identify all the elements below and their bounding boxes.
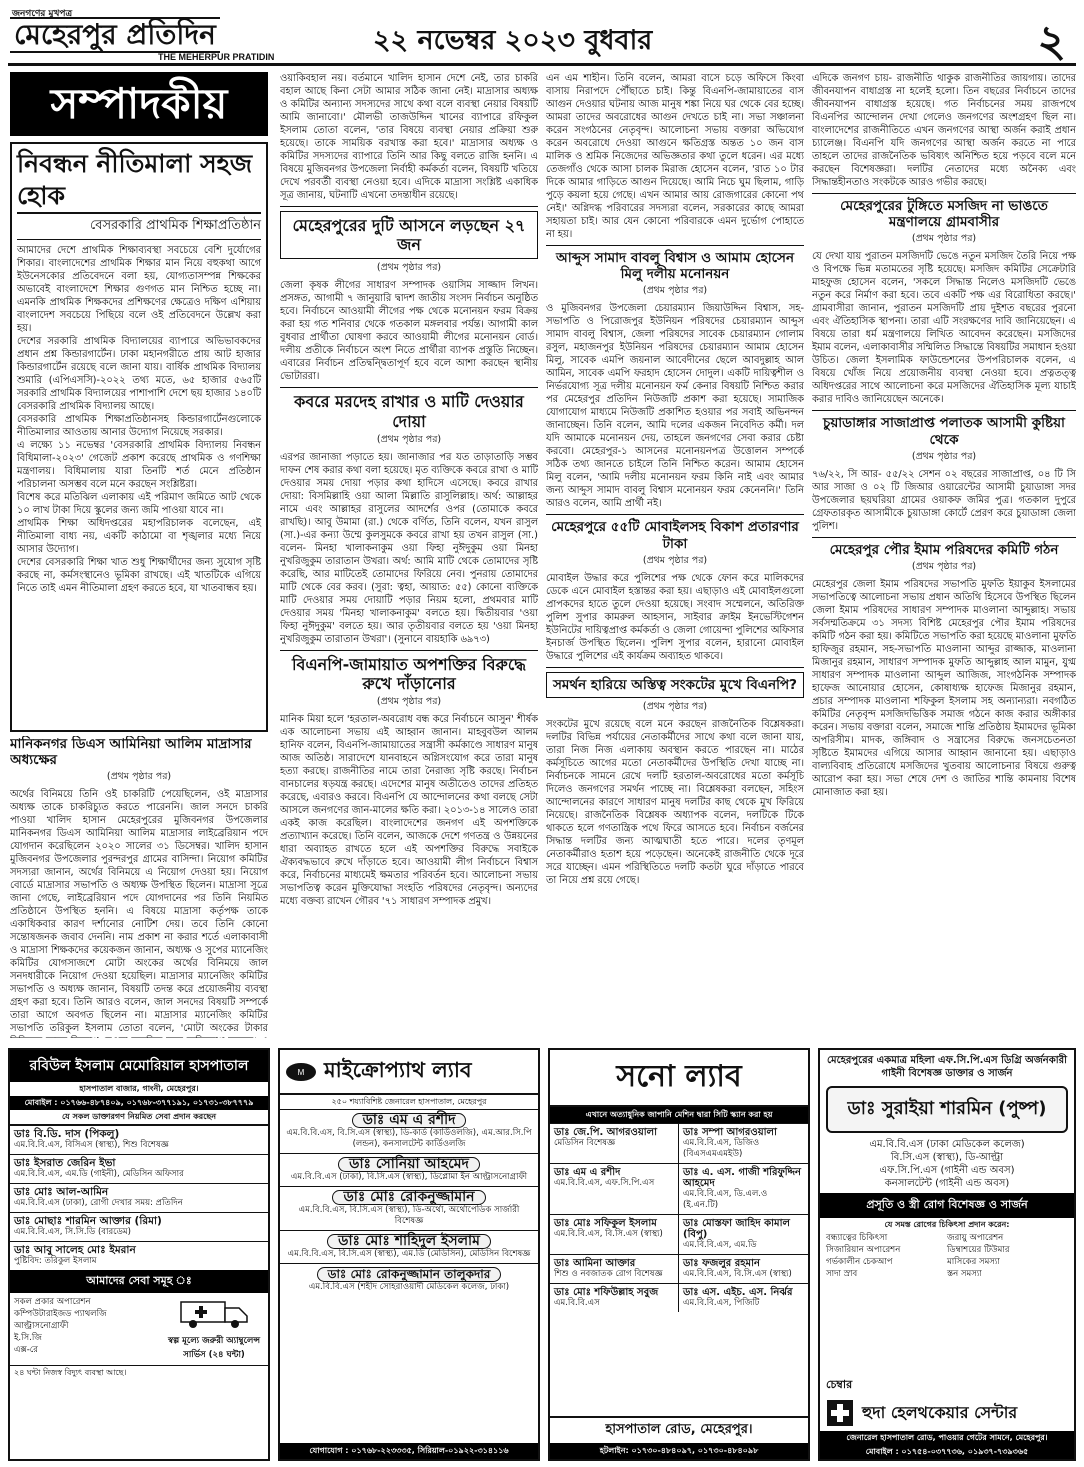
doctor-entry <box>280 1263 538 1296</box>
suraiya-qualifications <box>820 1135 1074 1193</box>
hospital-address: হাসপাতাল বাজার, গাংনী, মেহেরপুর। <box>79 1084 199 1093</box>
healthcare-logo-icon <box>826 1399 854 1427</box>
service-item: গর্ভকালীন চেকআপ <box>826 1257 893 1267</box>
doctor-detail: এম.বি.বি.এস, এম.ডি <box>683 1240 757 1250</box>
doctor-detail: এম.বি.বি.এস, বি.সি.এস (স্বাস্থ্য) <box>554 1229 663 1239</box>
doctor-entry <box>550 1283 679 1312</box>
qualification-line: এফ.সি.পি.এস (গাইনী এন্ড অবস) <box>879 1165 1015 1176</box>
hospital-tagline: যে সকল ডাক্তারগণ নিয়মিত সেবা প্রদান করছেন <box>10 1110 268 1125</box>
doctor-name: ডাঃ আবু সালেহ মোঃ ইমরান <box>14 1244 136 1256</box>
editorial-paragraph: বেসরকারি প্রাথমিক শিক্ষাপ্রতিষ্ঠানসহ কিন্ডারগার্টেনগুলোকে নীতিমালার আওতায় আনার উদ্যোগ নিয়েছে সরকার। <box>17 414 261 438</box>
doctor-entry <box>679 1163 808 1214</box>
editorial-paragraph: বিশেষ করে মতিঝিল এলাকায় এই পরিমাণ জমিতে আট থেকে ১০ লাখ টাকা দিয়ে স্কুলের জন্য জমি পাওয়া যাবে না। <box>17 492 261 516</box>
doctor-detail: এম.বি.বি.এস, পিজিটি <box>683 1298 760 1308</box>
doctor-detail: এম.বি.বি.এস, বি.সি.এস (স্বাস্থ্য), ডি-কার্ড (কার্ডিওলজি), এম.আর.সি.পি (লন্ডন), কনসালটেন্ট কার্ডিওলজি <box>286 1128 532 1149</box>
story-text: অর্থের বিনিময়ে তিনি ওই চাকরিটি পেয়েছিলেন, ওই মাদ্রাসার অধ্যক্ষ তাকে চাকরিচ্যুত করতে পারেননি। জাল সনদে চাকরি পাওয়া খালিদ হাসান মেহেরপুরের মুজিবনগর উপজেলার মানিকনগর ডিএস আমিনিয়া আলিম মাদ্রাসার লাইব্রেরিয়ান পদে যোগদান করেছিলেন ২০২০ সালের ৩১ ডিসেম্বর। খালিদ হাসান মুজিবনগর উপজেলার পুরন্দরপুর গ্রামের বাসিন্দা। নিয়োগ কমিটির সদস্যরা জানান, অর্থের বিনিময়ে এ নিয়োগ দেওয়া হয়। নিয়োগ বোর্ডে মাদ্রাসার সভাপতি ও অধ্যক্ষ উপস্থিত ছিলেন। মাদ্রাসা সূত্রে জানা গেছে, লাইব্রেরিয়ান পদে যোগদানের পর তিনি নিয়মিত প্রতিষ্ঠানে উপস্থিত হননি। এ বিষয়ে মাদ্রাসা কর্তৃপক্ষ তাকে একাধিকবার কারণ দর্শানোর নোটিশ দেয়। তবে তিনি কোনো সন্তোষজনক জবাব দেননি। নাম প্রকাশ না করার শর্তে এলাকাবাসী ও মাদ্রাসা শিক্ষকদের কয়েকজন জানান, অধ্যক্ষ ও সুপের ম্যানেজিং কমিটির যোগসাজশে মোটা অংকের অর্থের বিনিময়ে জাল সনদধারীকে নিয়োগ দেওয়া হয়েছিল। মাদ্রাসার ম্যানেজিং কমিটির সভাপতি ও অধ্যক্ষ জানান, বিষয়টি তদন্ত করে প্রয়োজনীয় ব্যবস্থা গ্রহণ করা হবে। তিনি আরও বলেন, জাল সনদের বিষয়টি সম্পর্কে তারা আগে অবগত ছিলেন না। মাদ্রাসার ম্যানেজিং কমিটির সভাপতি তরিকুল ইসলাম তোতা বলেন, 'মোটা অংকের টাকার <box>10 789 268 1035</box>
page-number: ২ <box>1037 16 1066 67</box>
service-item: কম্পিউটারাইজড প্যাথলজি <box>14 1309 107 1319</box>
doctor-entry <box>10 1212 268 1241</box>
doctor-detail: এম.বি.বি.এস (শহীদ সোহরাওয়ার্দী মেডিকেল কলেজ, ঢাকা) <box>308 1282 510 1292</box>
chamber-phone: মোবাইল : ০১৭৫৪-০৩৭৭৩৬, ০১৯৩৭-৭৩৯৩৬৫ <box>820 1445 1074 1459</box>
service-item: জরায়ু অপারেশন <box>947 1233 1004 1243</box>
services-list <box>14 1296 160 1362</box>
headline: বিএনপি-জামায়াত অপশক্তির বিরুদ্ধে রুখে দাঁড়ানোর <box>291 654 526 693</box>
masthead <box>8 6 1076 66</box>
doctor-entry <box>679 1123 808 1163</box>
chamber-block <box>820 1374 1074 1459</box>
story-bablu <box>546 245 804 510</box>
editorial-paragraph: প্রাথমিক শিক্ষা অধিদপ্তরের মহাপরিচালক বলেছেন, এই নীতিমালা বাধ্য নয়, একটি কাঠামো বা শৃঙ্খলার মধ্যে নিয়ে আসার উদ্যোগ। <box>17 518 261 555</box>
story-text: ও মুজিবনগর উপজেলা চেয়ারম্যান জিয়াউদ্দিন বিশ্বাস, সহ-সভাপতি ও পিরোজপুর ইউনিয়ন পরিষদের চেয়ারম্যান আব্দুস সামাদ বাবলু বিশ্বাস, জেলা পরিষদের সাবেক চেয়ারম্যান গোলাম রসুল, মহাজনপুর ইউনিয়ন পরিষদের চেয়ারম্যান আমাম হোসেন মিলু, সাবেক এমপি জয়নাল আবেদীনের ছেলে আবদুল্লাহ আল আমিন, সাবেক এমপি ফরহাদ হোসেন দোদুল। একটি দায়িত্বশীল ও নির্ভরযোগ্য সূত্র দলীয় মনোনয়ন ফর্ম কেনার বিষয়টি নিশ্চিত করার পর মেহেরপুর প্রতিদিন নিউজটি প্রকাশ করা হয়েছে। সামাজিক যোগাযোগ মাধ্যমে নিউজটি প্রকাশিত হওয়ার পর সবাই অভিনন্দন জানাচ্ছেন। তিনি বলেন, আমি দলের একজন নিবেদিত কর্মী। দল যদি আমাকে মনোনয়ন দেয়, তাহলে জনগণের সেবা করার চেষ্টা করবো। মেহেরপুর-১ আসনের মনোনয়নপত্র উত্তোলন সম্পর্কে সঠিক তথ্য জানতে চাইলে তিনি নিশ্চিত করেন। আমাম হোসেন মিলু বলেন, 'আমি দলীয় মনোনয়ন ফরম কিনি নাই এবং আমার জন্য আব্দুস সামাদ বাবলু বিশ্বাস মনোনয়ন ফরম কেনেননি।' তিনি আরও বলেন, আমি প্রার্থী নই। <box>546 303 804 510</box>
doctor-name: ডাঃ মোঃ সফিকুল ইসলাম <box>554 1218 657 1229</box>
story-text: এন এম শাহীন। তিনি বলেন, আমরা বাসে চড়ে অফিসে কিংবা বাসায় নিরাপদে পৌঁছাতে চাই। কিন্তু বিএনপি-জামায়াতের বাস আগুন দেওয়ার ঘটনায় আজ মানুষ শঙ্কা নিয়ে ঘর থেকে বের হচ্ছে। আমরা তাদের অবরোধের আগুন দেখতে চাই না। সভা সঞ্চালনা করেন সংগঠনের নেতৃবৃন্দ। আলোচনা সভায় বক্তারা অভিযোগ করেন অবরোধে দেওয়া আগুনে ক্ষতিগ্রস্ত অন্তত ১০ জন বাস মালিক ও শ্রমিক নিজেদের অভিজ্ঞতার কথা তুলে ধরেন। এর মধ্যে তেজগাঁও থেকে আসা চালক মিরাজ হোসেন বলেন, 'রাত ১০ টার দিকে আমার গাড়িতে আগুন দিয়েছে। আমি নিচে ঘুম ছিলাম, গাড়ি পুড়ে কয়লা হয়ে গেছে। এখন আমার আয় রোজগারের কোনো পথ নেই।' অগ্নিদগ্ধ পরিবারের সদস্যরা বলেন, সরকারের কাছে আমরা সহায়তা চাই। আর যেন কোনো পরিবারকে এমন দুর্ভোগ পোহাতে না হয়। <box>546 73 804 240</box>
doctor-entry <box>10 1183 268 1212</box>
column-3 <box>546 72 804 1038</box>
doctor-detail: এম.বি.বি.এস, এফ.সি.পি.এস <box>554 1178 655 1188</box>
lab-name: মাইক্রোপ্যাথ ল্যাব <box>324 1058 472 1082</box>
headline: মেহেরপুরের টুঙ্গিতে মসজিদ না ভাঙতে মন্ত্রণালয়ে গ্রামবাসীর <box>840 198 1048 231</box>
service-item: সকল প্রকার অপারেশন <box>14 1297 91 1307</box>
doctor-detail: এম.বি.বি.এস (ঢাকা), রোগী দেখার সময়: প্রতিদিন <box>14 1198 183 1208</box>
story-text: ৭৬/২২, সি আর- ৫৫/২২ সেশন ০২ বছরের সাজাপ্রাপ্ত, ০৪ টি সি আর সাজা ও ০২ টি জিআর ওয়ারেন্টের আসামী চুয়াডাঙ্গা সদর উপজেলার ছয়ঘরিয়া গ্রামের ওয়াকফ জমির পুত্র। গতকাল দুপুরে গ্রেফতারকৃত আসামীকে চুয়াডাঙ্গা কোর্টে প্রেরণ করে চুয়াডাঙ্গা জেলা পুলিশ। <box>812 468 1076 532</box>
suraiya-name: ডাঃ সুরাইয়া শারমিন (পুষ্প) <box>826 1086 1068 1133</box>
story-grave-prayer <box>280 387 538 645</box>
issue-date: ২২ নভেম্বর ২০২৩ বুধবার <box>373 25 653 56</box>
doctor-detail: এম.বি.বি.এস, বি.সি.এস (স্বাস্থ্য) <box>683 1269 792 1279</box>
service-item: আল্ট্রাসনোগ্রাফী <box>14 1321 69 1331</box>
story-imam-council <box>812 537 1076 799</box>
story-bnp-jamaat <box>280 650 538 908</box>
editorial-banner: সম্পাদকীয় <box>10 72 268 136</box>
service-item: সিজারিয়ান অপারেশন <box>826 1245 901 1255</box>
ad-dr-suraiya <box>818 1048 1076 1461</box>
lab-address: ২৫০ শয্যাবিশিষ্ট জেনারেল হাসপাতাল, মেহেরপুর <box>331 1097 487 1106</box>
services-area <box>10 1293 268 1365</box>
suraiya-specialty: প্রসূতি ও স্ত্রী রোগ বিশেষজ্ঞ ও সার্জন <box>820 1193 1074 1218</box>
doctor-entry <box>10 1125 268 1154</box>
editorial-box <box>10 142 268 732</box>
svg-text:M: M <box>297 1067 305 1077</box>
continued-note: (প্রথম পৃষ্ঠার পর) <box>642 554 708 566</box>
qualification-line: এম.বি.বি.এস (ঢাকা মেডিকেল কলেজ) <box>869 1139 1025 1150</box>
doctor-entry <box>550 1163 679 1214</box>
sono-lab-subtitle: এখানে অত্যাধুনিক জাপানি মেশিন দ্বারা সিটি স্ক্যান করা হয় <box>550 1107 808 1123</box>
doctor-name: ডাঃ জে.পি. আগরওয়ালা <box>554 1127 658 1138</box>
doctor-name: ডাঃ মোঃ আল-আমিন <box>14 1186 109 1198</box>
doctor-detail: এম.বি.বি.এস, ডিজিও (বিএসএমএমইউ) <box>683 1138 760 1159</box>
qualification-line: কনসালটেন্ট (গাইনী এন্ড অবস) <box>884 1178 1010 1189</box>
lab-header <box>280 1050 538 1095</box>
continued-note: (প্রথম পৃষ্ঠার পর) <box>642 285 708 297</box>
continued-note: (প্রথম পৃষ্ঠার পর) <box>376 696 442 708</box>
story-contestants <box>280 206 538 383</box>
story-bkash <box>546 514 804 662</box>
doctor-detail: শিশু ও নবজাতক রোগ বিশেষজ্ঞ <box>554 1269 663 1279</box>
doctor-entry <box>550 1123 679 1163</box>
story-text: মোবাইল উদ্ধার করে পুলিশের পক্ষ থেকে ফোন করে মালিকদের ডেকে এনে মোবাইল হস্তান্তর করা হয়। এছাড়াও এই মোবাইলগুলো প্রাপকদের হাতে তুলে দেওয়া হয়েছে। সংবাদ সম্মেলনে, অতিরিক্ত পুলিশ সুপার কামরুল আহসান, সাইবার ক্রাইম ইনভেস্টিগেশন ইউনিটের দায়িত্বপ্রাপ্ত কর্মকর্তা ও জেলা গোয়েন্দা পুলিশের অফিসার ইনচার্জ উপস্থিত ছিলেন। পুলিশ সুপার বলেন, হারানো মোবাইল উদ্ধারে পুলিশের এই কার্যক্রম অব্যাহত থাকবে। <box>546 572 804 662</box>
continued-note: (প্রথম পৃষ্ঠার পর) <box>911 450 977 462</box>
doctor-name: ডাঃ মোছাঃ শারমিন আক্তার (রিমা) <box>14 1215 162 1227</box>
doctor-entry <box>10 1241 268 1270</box>
headline: মেহেরপুরে ৫৫টি মোবাইলসহ বিকাশ প্রতারণার টাকা <box>551 519 799 552</box>
qualification-line: বি.সি.এস (স্বাস্থ্য), ডি-আল্ট্রা <box>890 1152 1004 1163</box>
doctor-name: ডাঃ মোঃ রোকনুজ্জামান তালুকদার <box>317 1267 502 1282</box>
doctor-detail: এম.বি.বি.এস, এম.ডি (গাইনী), মেডিসিন অফিসার <box>14 1169 184 1179</box>
hospital-footer: ২৪ ঘন্টা নিজস্ব বিদ্যুৎ ব্যবস্থা আছে। <box>10 1365 268 1380</box>
editorial-paragraph: এ লক্ষ্যে ১১ নভেম্বর 'বেসরকারি প্রাথমিক বিদ্যালয় নিবন্ধন বিধিমালা-২০২৩' গেজেট প্রকাশ করেছে প্রাথমিক ও গণশিক্ষা মন্ত্রণালয়। বিধিমালায় যারা তিনটি শর্ত মেনে প্রতিষ্ঠান পরিচালনা অসম্ভব বলে মনে করছেন সংশ্লিষ্টরা। <box>17 440 261 490</box>
story-text: ওয়াকিবহাল নয়। বর্তমানে খালিদ হাসান দেশে নেই, তার চাকরি বহাল আছে কিনা সেটা আমার সঠিক জানা নেই। মাদ্রাসার অধ্যক্ষ ও কমিটির অন্যান্য সদস্যদের সাথে কথা বলে ব্যবস্থা নেয়ার বিষয়টি আমি জানাবো।' মৌলভী তাজউদ্দিন খানের ব্যাপারে রফিকুল ইসলাম তোতা বলেন, 'তার বিষয়ে ব্যবস্থা নেয়ার প্রক্রিয়া শুরু হয়েছে। তাকে সাময়িক বরখাস্ত করা হবে।' মাদ্রাসার অধ্যক্ষ ও কমিটির সদস্যদের ব্যাপারে তিনি আর কিছু বলতে রাজি হননি। এ বিষয়ে মুজিবনগর উপজেলা নির্বাহী কর্মকর্তা বলেন, বিষয়টি খতিয়ে দেখে পরবর্তী ব্যবস্থা নেওয়া হবে। এদিকে মাদ্রাসা সংশ্লিষ্ট একাধিক সূত্র জানায়, ঘটনাটি এখনো তদন্তাধীন রয়েছে। <box>280 73 538 201</box>
chamber-row <box>820 1397 1074 1431</box>
ambulance-text: স্বল্প মূল্যে জরুরী অ্যাম্বুলেন্স সার্ভিস (২৪ ঘন্টা) <box>167 1336 261 1360</box>
story-madrasa <box>10 736 268 1038</box>
newspaper-english-name: THE MEHERPUR PRATIDIN <box>158 52 275 62</box>
column-2 <box>280 72 538 1038</box>
story-mosque <box>812 193 1076 406</box>
continued-note: (প্রথম পৃষ্ঠার পর) <box>106 771 172 783</box>
doctor-entry <box>280 1186 538 1230</box>
service-item: স্তন সমস্যা <box>947 1269 982 1279</box>
headline: চুয়াডাঙ্গার সাজাপ্রাপ্ত পলাতক আসামী কুষ্টিয়া থেকে <box>823 415 1065 448</box>
story-chuadanga <box>812 410 1076 532</box>
service-item: বন্ধ্যাত্বের চিকিৎসা <box>826 1233 888 1243</box>
doctor-detail: এম.বি.বি.এস, সি.সি.ডি (বারডেম) <box>14 1227 131 1237</box>
services-title: আমাদের সেবা সমূহ ঃ <box>10 1270 268 1293</box>
story-text: সংকটের মুখে রয়েছে বলে মনে করছেন রাজনৈতিক বিশ্লেষকরা। দলটির বিভিন্ন পর্যায়ের নেতাকর্মীদের সাথে কথা বলে জানা যায়, তারা নিজ নিজ এলাকায় অবস্থান করতে পারছেন না। মাঠের কর্মসূচিতে আগের মতো নেতাকর্মীদের উপস্থিতি দেখা যাচ্ছে না। নির্বাচনকে সামনে রেখে দলটি হরতাল-অবরোধের মতো কর্মসূচি দিলেও জনগণের সমর্থন পাচ্ছে না। বিশ্লেষকরা বলছেন, সহিংস আন্দোলনের কারণে সাধারণ মানুষ দলটির কাছ থেকে মুখ ফিরিয়ে নিয়েছে। রাজনৈতিক বিশ্লেষক অধ্যাপক বলেন, দলটিকে টিকে থাকতে হলে গণতান্ত্রিক পথে ফিরে আসতে হবে। নির্বাচন বর্জনের সিদ্ধান্ত দলটির জন্য আত্মঘাতী হতে পারে। দলের তৃণমূল নেতাকর্মীরাও হতাশ হয়ে পড়েছেন। অনেকেই রাজনীতি থেকে দূরে সরে যাচ্ছেন। এমন পরিস্থিতিতে দলটি কতটা ঘুরে দাঁড়াতে পারবে তা নিয়ে প্রশ্ন রয়ে গেছে। <box>546 718 804 886</box>
doctor-entry <box>550 1254 679 1283</box>
doctor-entry <box>679 1214 808 1254</box>
doctor-entry <box>280 1153 538 1186</box>
lab-phone: যোগাযোগ : ০১৭৬৮-২২৩৩৩৫, সিরিয়াল-০১৯২২-৩১৪১১৬ <box>280 1443 538 1459</box>
headline: আব্দুস সামাদ বাবলু বিশ্বাস ও আমাম হোসেন মিলু দলীয় মনোনয়ন <box>555 250 795 283</box>
sono-phone: হটলাইন: ০১৭৩০-৪৮৪০৯৭, ০১৭৩০-৪৮৪০৯৮ <box>550 1443 808 1459</box>
editorial-title: নিবন্ধন নীতিমালা সহজ হোক <box>17 148 261 214</box>
service-item: ডিম্বাশয়ের টিউমার <box>947 1245 1010 1255</box>
service-item: এক্স-রে <box>14 1345 38 1355</box>
doctor-entry <box>679 1254 808 1283</box>
doctor-entry <box>10 1154 268 1183</box>
column-4 <box>812 72 1076 1038</box>
hospital-phone: মোবাইল : ০১৭৬৬-৪৮৭৪০৯, ০১৭৬৮-৩৭৭১৯১, ০১৭৩১-৩৮৭৭৭৯ <box>10 1096 268 1110</box>
story-text: যে দেখা যায় পুরাতন মসজিদটি ভেঙে নতুন মসজিদ তৈরি নিয়ে পক্ষ ও বিপক্ষে ভিন্ন মতামতের সৃষ্টি হয়েছে। মসজিদ কমিটির সেক্রেটারি মাহফুজ হোসেন বলেন, 'সকলে সিদ্ধান্ত নিলেও মসজিদটি ভেঙে নতুন করে নির্মাণ করা হবে। তবে একটি পক্ষ এর বিরোধিতা করছে।' গ্রামবাসীরা জানান, পুরাতন মসজিদটি প্রায় দুইশত বছরের পুরনো এবং ঐতিহাসিক স্থাপনা। তারা এটি সংরক্ষণের দাবি জানিয়েছেন। এ বিষয়ে তারা ধর্ম মন্ত্রণালয়ে লিখিত আবেদন করেছেন। মসজিদের ইমাম বলেন, এলাকাবাসীর সম্মিলিত সিদ্ধান্তে বিষয়টির সমাধান হওয়া উচিত। জেলা ইসলামিক ফাউন্ডেশনের উপপরিচালক বলেন, এ বিষয়ে খোঁজ নিয়ে প্রয়োজনীয় ব্যবস্থা নেওয়া হবে। প্রত্নতত্ত্ব অধিদপ্তরের সাথে আলোচনা করে মসজিদের ঐতিহাসিক মূল্য যাচাই করার দাবিও জানিয়েছেন অনেকে। <box>812 251 1076 406</box>
editorial-paragraph: দেশের সরকারি প্রাথমিক বিদ্যালয়ের ব্যাপারে অভিভাবকদের প্রধান প্রশ্ন কিন্ডারগার্টেন। ঢাকা মহানগরীতে প্রায় আট হাজার কিন্ডারগার্টেন রয়েছে বলে জানা যায়। বার্ষিক প্রাথমিক বিদ্যালয় শুমারি (এপিএসসি)-২০২২ তথ্য মতে, ৬৫ হাজার ৫৬৫টি সরকারি প্রাথমিক বিদ্যালয়ের পাশাপাশি দেশে ছয় হাজার ১৪০টি বেসরকারি প্রাথমিক বিদ্যালয় আছে। <box>17 336 261 412</box>
ad-micro-lab <box>278 1048 540 1461</box>
doctor-name: ডাঃ মোস্তফা জাহিদ কামাল (বিপু) <box>683 1218 790 1240</box>
doctor-name: ডাঃ মোঃ রোকনুজ্জামান <box>332 1190 485 1205</box>
ambulance-block <box>164 1296 264 1362</box>
suraiya-services <box>820 1232 1074 1280</box>
sono-footer <box>550 1416 808 1459</box>
doctor-name: ডাঃ মোঃ শাহিদুল ইসলাম <box>327 1234 491 1249</box>
story-text: জেলা কৃষক লীগের সাধারণ সম্পাদক ওয়াসিম সাজ্জাদ লিখন। প্রসঙ্গত, আগামী ৭ জানুয়ারি দ্বাদশ জাতীয় সংসদ নির্বাচন অনুষ্ঠিত হবে। নির্বাচনে আওয়ামী লীগের পক্ষ থেকে মনোনয়ন ফরম বিক্রয় করা হয় গত শনিবার থেকে গতকাল মঙ্গলবার পর্যন্ত। আগামী কাল বুধবার প্রার্থীতা ঘোষণা করবে আওয়ামী লীগের মনোনয়ন বোর্ড। দলীয় প্রতীকে নির্বাচনে অংশ নিতে প্রার্থীরা ব্যাপক প্রস্তুতি নিচ্ছেন। এবারের নির্বাচন প্রতিদ্বন্দ্বিতাপূর্ণ হবে বলে আশা করছেন স্থানীয় ভোটাররা। <box>280 280 538 383</box>
chamber-name: হুদা হেলথকেয়ার সেন্টার <box>862 1402 1018 1422</box>
headline: কবরে মরদেহ রাখার ও মাটি দেওয়ার দোয়া <box>294 392 524 431</box>
ad-hospital <box>8 1048 270 1461</box>
doctor-entry <box>679 1283 808 1312</box>
lab-logo-icon <box>284 1061 318 1083</box>
doctor-name: ডাঃ ফজলুর রহমান <box>683 1258 760 1269</box>
doctor-detail: এম.বি.বি.এস, বি.সি.এস (স্বাস্থ্য), এম.ডি (মেডিসিন), মেডিসিন বিশেষজ্ঞ <box>287 1249 531 1259</box>
story-text: এরপর জানাজা পড়াতে হয়। জানাজার পর যত তাড়াতাড়ি সম্ভব দাফন শেষ করার কথা বলা হয়েছে। মৃত ব্যক্তিকে কবরে রাখা ও মাটি দেওয়ার সময় দোয়া পড়ার কথা হাদিসে এসেছে। কবরে রাখার দোয়া: বিসমিল্লাহি ওয়া আলা মিল্লাতি রাসুলিল্লাহ। অর্থ: আল্লাহর নামে এবং আল্লাহর রাসুলের আদর্শের ওপর (তোমাকে কবরে রাখছি)। আবু উমামা (রা.) থেকে বর্ণিত, তিনি বলেন, যখন রাসুল (সা.)-এর কন্যা উম্মে কুলসুমকে কবরে রাখা হয় তখন রাসুল (সা.) বলেন- মিনহা খালাকনাকুম ওয়া ফিহা নুঈদুকুম ওয়া মিনহা নুখরিজুকুম তারাতান উখরা। অর্থ: আমি মাটি থেকে তোমাদের সৃষ্টি করেছি, আর মাটিতেই তোমাদের ফিরিয়ে নেব। পুনরায় তোমাদের মাটি থেকে বের করব। (সুরা: ত্বহা, আয়াত: ৫৫) কোনো ব্যক্তিকে মাটি দেওয়ার সময় দোয়াটি পড়ার নিয়ম হলো, প্রথমবার মাটি দেওয়ার সময় 'মিনহা খালাকনাকুম' বলতে হয়। দ্বিতীয়বার 'ওয়া ফিহা নুঈদুকুম' বলতে হয়। আর তৃতীয়বার বলতে হয় 'ওয়া মিনহা নুখরিজুকুম তারাতান উখরা'। (সুনানে বায়হাকি ৬৯৭৩) <box>280 451 538 645</box>
doctor-entry <box>550 1214 679 1254</box>
editorial-subtitle: বেসরকারি প্রাথমিক শিক্ষাপ্রতিষ্ঠান <box>17 214 261 240</box>
service-item: মাসিকের সমস্যা <box>947 1257 1000 1267</box>
masthead-tagline: জনগণের মুখপত্র <box>12 9 73 19</box>
service-item: ই.সি.জি <box>14 1333 42 1343</box>
doctor-name: ডাঃ মোঃ শফিউল্লাহ সবুজ <box>554 1287 659 1298</box>
chamber-label: চেম্বার <box>826 1378 853 1391</box>
services-intro: যে সমস্ত রোগের চিকিৎসা প্রদান করেন: <box>884 1220 1010 1229</box>
headline: সমর্থন হারিয়ে অস্তিত্ব সংকটের মুখে বিএনপি? <box>546 672 804 698</box>
continued-note: (প্রথম পৃষ্ঠার পর) <box>911 233 977 245</box>
ambulance-icon <box>179 1296 249 1330</box>
doctor-name: ডাঃ আমিনা আক্তার <box>554 1258 636 1269</box>
story-text: এদিকে জনগণ চায়- রাজনীতি থাকুক রাজনীতির জায়গায়। তাদের জীবনযাপন বাধাগ্রস্ত না হলেই হলো। তিন বছরের নির্বাচনে তাদের জীবনযাপন বাধাগ্রস্ত হয়েছে। গত নির্বাচনের সময় রাজপথে বিএনপির আন্দোলন দেখা গেলেও জনগণের অংশগ্রহণ ছিল না। বাংলাদেশের রাজনীতিতে এখন জনগণের আস্থা অর্জন করাই প্রধান চ্যালেঞ্জ। বিএনপি যদি জনগণের আস্থা অর্জন করতে না পারে তাহলে তাদের রাজনৈতিক ভবিষ্যৎ অনিশ্চিত হয়ে পড়বে বলে মনে করছেন বিশেষজ্ঞরা। দলটির নেতাদের মধ্যে অনৈক্য এবং সিদ্ধান্তহীনতাও সংকটকে আরও গভীর করছে। <box>812 73 1076 188</box>
doctor-detail: এম.বি.বি.এস (ঢাকা), বি.সি.এস (স্বাস্থ্য), ডিপ্লোমা ইন আল্ট্রাসনোগ্রাফী <box>290 1172 528 1182</box>
sono-address: হাসপাতাল রোড, মেহেরপুর। <box>550 1416 808 1443</box>
doctor-name: ডাঃ সম্পা আগরওয়ালা <box>683 1127 777 1138</box>
doctor-name: ডাঃ ইসরাত জেরিন ইভা <box>14 1157 116 1169</box>
doctor-detail: এম.বি.বি.এস, বিসিএস (স্বাস্থ্য), শিশু বিশেষজ্ঞ <box>14 1140 169 1150</box>
doctor-detail: পুষ্টিবিদ: তরিকুল ইসলাম <box>14 1256 97 1266</box>
doctor-name: ডাঃ এস. এইচ. এস. নির্ঝর <box>683 1287 793 1298</box>
sono-doctor-grid <box>550 1123 808 1312</box>
doctor-name: ডাঃ বি.ডি. দাস (পিকলু) <box>14 1128 120 1140</box>
doctor-name: ডাঃ সোনিয়া আহমেদ <box>338 1157 480 1172</box>
editorial-paragraph: দেশের বেসরকারি শিক্ষা খাত শুধু শিক্ষার্থীদের জন্য সুযোগ সৃষ্টি করছে না, কর্মসংস্থানেও ভূমিকা রাখছে। এই খাতটিকে এগিয়ে নিতে তাই এমন নীতিমালা গ্রহণ করতে হবে, যা খাতবান্ধব হয়। <box>17 557 261 594</box>
continued-note: (প্রথম পৃষ্ঠার পর) <box>642 700 708 712</box>
chamber-address: জেনারেল হাসপাতাল রোড, পাওয়ার গেটের সামনে, মেহেরপুর। <box>820 1431 1074 1445</box>
service-item: সাদা স্রাব <box>826 1269 858 1279</box>
doctor-entry <box>280 1109 538 1153</box>
hospital-name: রবিউল ইসলাম মেমোরিয়াল হাসপাতাল <box>10 1050 268 1082</box>
continued-note: (প্রথম পৃষ্ঠার পর) <box>911 560 977 572</box>
story-text: মানিক মিয়া হলে 'হরতাল-অবরোধ বন্ধ করে নির্বাচনে আসুন' শীর্ষক এক আলোচনা সভায় এই আহ্বান জানান। মাহবুবউল আলম হানিফ বলেন, বিএনপি-জামায়াতের সন্ত্রাসী কর্মকাণ্ডে সাধারণ মানুষ আজ অতিষ্ঠ। সারাদেশে যানবাহনে অগ্নিসংযোগ করে তারা মানুষ হত্যা করছে। রাজনীতির নামে তারা নৈরাজ্য সৃষ্টি করছে। নির্বাচন বানচালের ষড়যন্ত্র করছে। এদেশের মানুষ অতীতেও তাদের প্রতিহত করেছে, এবারও করবে। বিএনপি যে আন্দোলনের কথা বলছে সেটা আসলে জনগণের জান-মালের ক্ষতি করা। ২০১৩-১৪ সালেও তারা একই কাজ করেছিল। বাংলাদেশের জনগণ এই অপশক্তিকে প্রত্যাখ্যান করেছে। তিনি বলেন, আজকে দেশে গণতন্ত্র ও উন্নয়নের ধারা অব্যাহত রাখতে হলে এই অপশক্তির বিরুদ্ধে সবাইকে ঐক্যবদ্ধভাবে রুখে দাঁড়াতে হবে। আওয়ামী লীগ নির্বাচনে বিশ্বাস করে, নির্বাচনের মাধ্যমেই ক্ষমতার পরিবর্তন হবে। আলোচনা সভায় সভাপতিত্ব করেন মুক্তিযোদ্ধা সংহতি পরিষদের নেতৃবৃন্দ। অন্যদের মধ্যে বক্তব্য রাখেন গৌরব '৭১ সাধারণ সম্পাদক প্রমুখ। <box>280 714 538 908</box>
headline: মেহেরপুর পৌর ইমাম পরিষদের কমিটি গঠন <box>829 541 1059 558</box>
headline: মানিকনগর ডিএস আমিনিয়া আলিম মাদ্রাসার অধ্যক্ষের <box>10 736 252 769</box>
editorial-paragraph: আমাদের দেশে প্রাথমিক শিক্ষাব্যবস্থা সবচেয়ে বেশি দুর্যোগের শিকার। বাংলাদেশের প্রাথমিক শিক্ষার মান নিয়ে বহুকথা আগে ইউনেসকোর প্রতিবেদনে বলা হয়, যোগ্যতাসম্পন্ন শিক্ষকের অভাবেই বাংলাদেশে শিক্ষার গুণগত মান নিশ্চিত হচ্ছে না। এমনকি প্রাথমিক শিক্ষকদের প্রশিক্ষণের ক্ষেত্রেও দক্ষিণ এশিয়ায় বাংলাদেশ সবচেয়ে পিছিয়ে বলে ওই প্রতিবেদনে উল্লেখ করা হয়। <box>17 245 261 334</box>
headline: মেহেরপুরের দুটি আসনে লড়ছেন ২৭ জন <box>280 211 538 259</box>
newspaper-name: মেহেরপুর প্রতিদিন <box>10 17 220 53</box>
story-bnp-crisis <box>546 667 804 887</box>
doctor-detail: এম.বি.বি.এস, বি.সি.এস (স্বাস্থ্য), ডি-অর্থো, অর্থোপেডিক সার্জারী বিশেষজ্ঞ <box>298 1205 520 1226</box>
doctor-entry <box>280 1230 538 1263</box>
sono-lab-name: সনো ল্যাব <box>550 1050 808 1107</box>
doctor-name: ডাঃ এ. এস. গাজী শরিফুদ্দিন আহমেদ <box>683 1167 802 1189</box>
continued-note: (প্রথম পৃষ্ঠার পর) <box>376 262 442 274</box>
doctor-name: ডাঃ এম এ রশীদ <box>352 1113 467 1128</box>
suraiya-top-line: মেহেরপুরের একমাত্র মহিলা এফ.সি.পি.এস ডিগ্রি অর্জনকারী গাইনী বিশেষজ্ঞ ডাক্তার ও সার্জন <box>826 1055 1068 1079</box>
story-text: মেহেরপুর জেলা ইমাম পরিষদের সভাপতি মুফতি ইয়াকুব ইসলামের সভাপতিত্বে আলোচনা সভায় প্রধান অতিথি হিসেবে উপস্থিত ছিলেন জেলা ইমাম পরিষদের সাধারণ সম্পাদক মাওলানা আব্দুল্লাহ। সভায় সর্বসম্মতিক্রমে ৩১ সদস্য বিশিষ্ট মেহেরপুর পৌর ইমাম পরিষদের কমিটি গঠন করা হয়। কমিটিতে সভাপতি করা হয়েছে মাওলানা মুফতি হাফিজুর রহমান, সহ-সভাপতি মাওলানা আব্দুর রাজ্জাক, মাওলানা মিজানুর রহমান, সাধারণ সম্পাদক মুফতি আব্দুল্লাহ আল মামুন, যুগ্ম সাধারণ সম্পাদক মাওলানা আব্দুল আজিজ, সাংগঠনিক সম্পাদক হাফেজ আনোয়ার হোসেন, কোষাধ্যক্ষ হাফেজ মিজানুর রহমান, প্রচার সম্পাদক মাওলানা শফিকুল ইসলাম সহ অন্যান্যরা। নবগঠিত কমিটির নেতৃবৃন্দ মসজিদভিত্তিক সমাজ গঠনে কাজ করার অঙ্গীকার করেন। সভায় বক্তারা বলেন, সমাজে শান্তি প্রতিষ্ঠায় ইমামদের ভূমিকা অপরিসীম। মাদক, জঙ্গিবাদ ও সন্ত্রাসের বিরুদ্ধে জনসচেতনতা সৃষ্টিতে ইমামদের এগিয়ে আসার আহ্বান জানানো হয়। এছাড়াও বাল্যবিবাহ প্রতিরোধে মসজিদের খুতবায় আলোচনার বিষয়ে গুরুত্ব আরোপ করা হয়। সভা শেষে দেশ ও জাতির শান্তি কামনায় বিশেষ মোনাজাত করা হয়। <box>812 578 1076 798</box>
doctor-detail: এম.বি.বি.এস, ডি.এল.ও (ই.এন.টি) <box>683 1189 768 1210</box>
doctor-detail: মেডিসিন বিশেষজ্ঞ <box>554 1138 616 1148</box>
ad-sono-lab <box>548 1048 810 1461</box>
doctor-detail: এম.বি.বি.এস <box>554 1298 600 1308</box>
doctor-name: ডাঃ এম এ রশীদ <box>554 1167 621 1178</box>
continued-note: (প্রথম পৃষ্ঠার পর) <box>376 433 442 445</box>
